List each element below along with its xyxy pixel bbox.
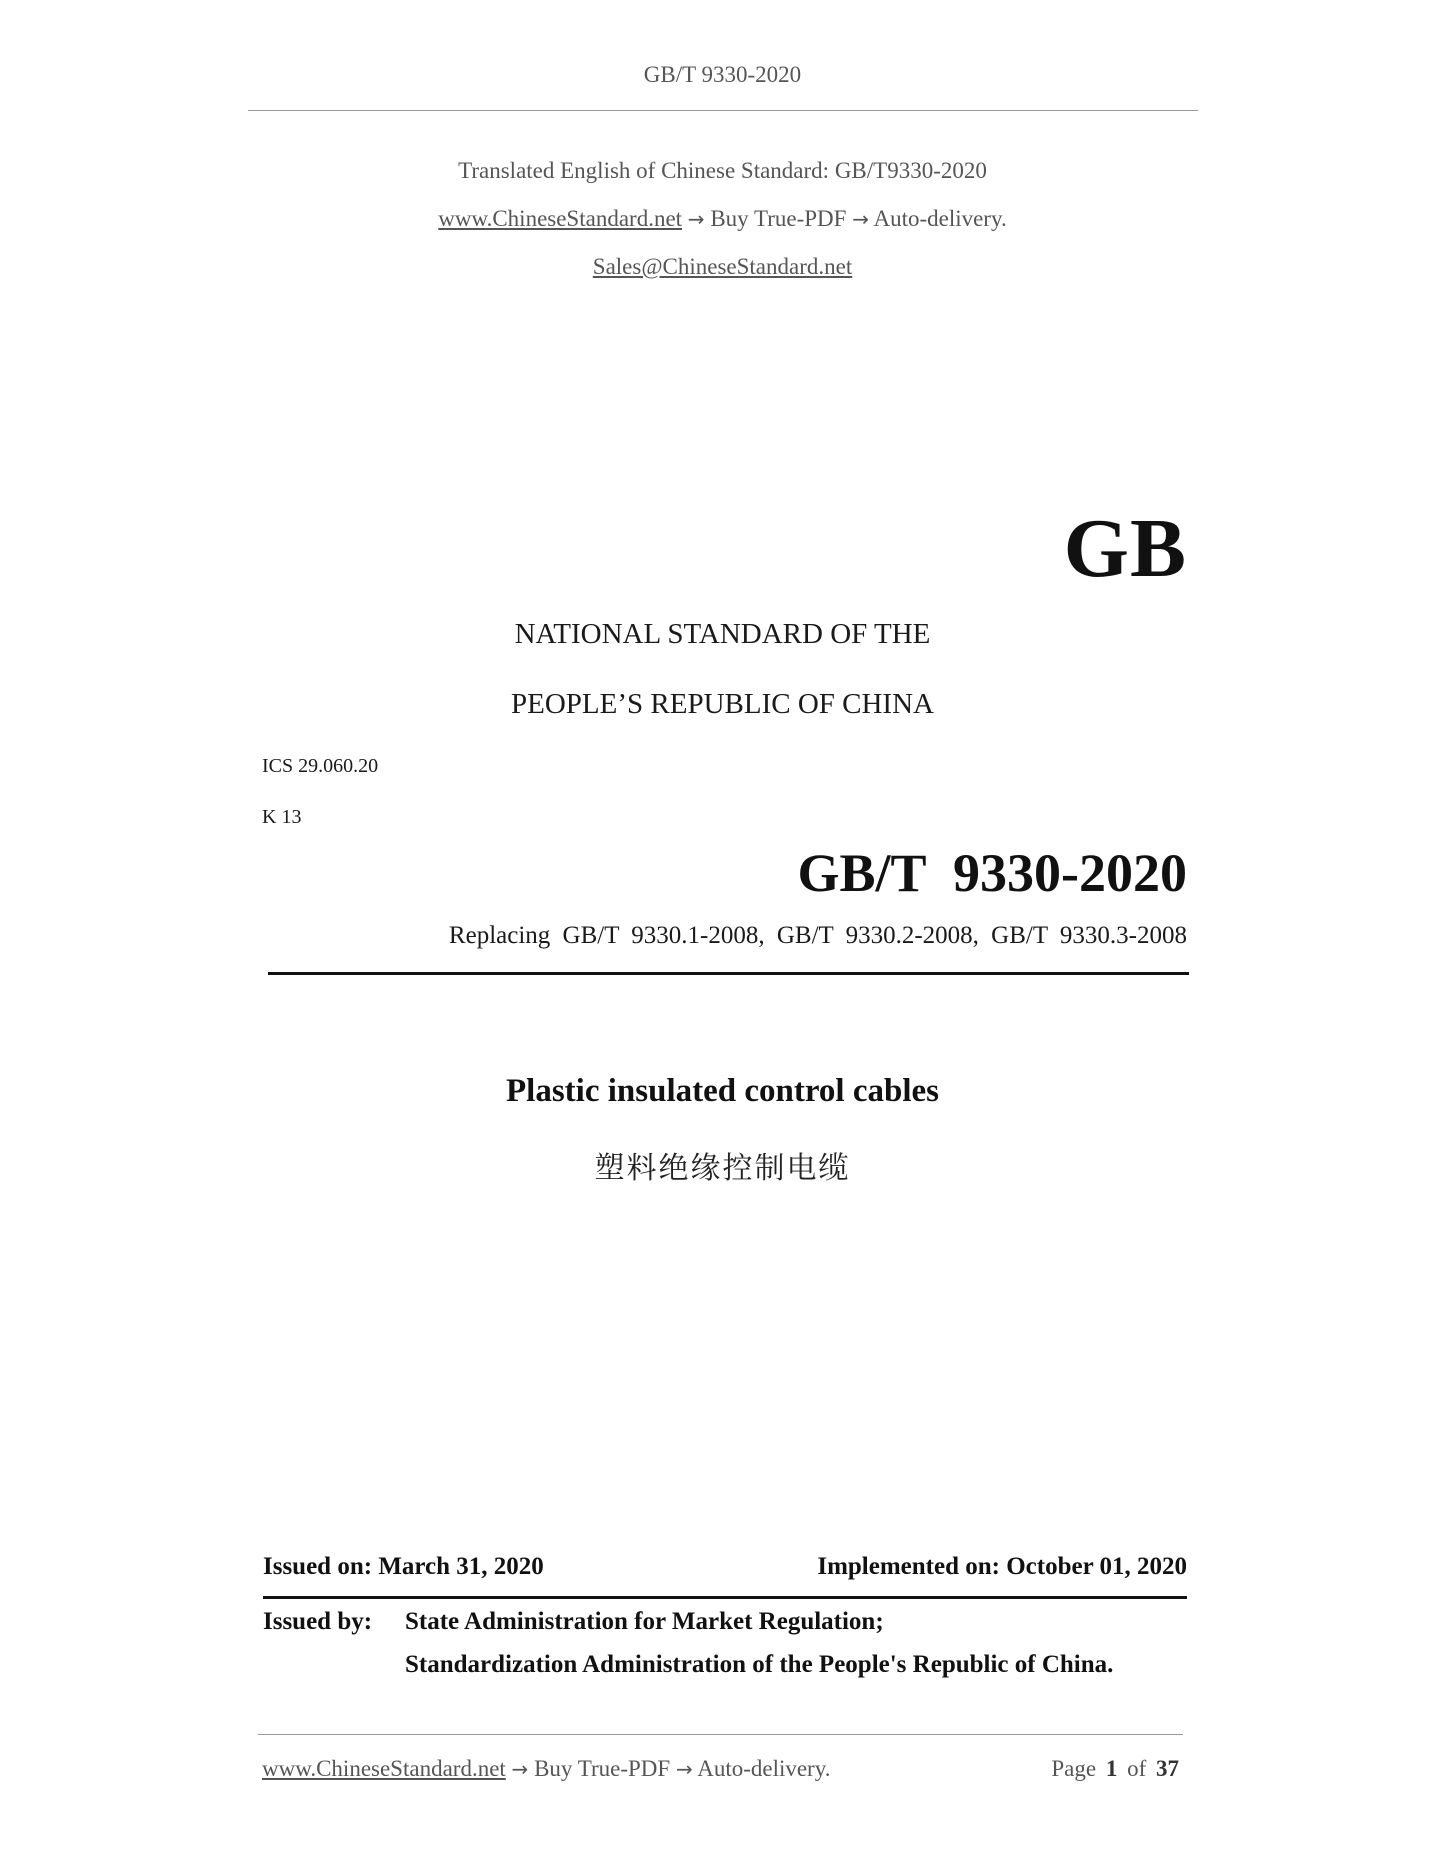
auto-delivery-text: Auto-delivery. — [873, 206, 1007, 231]
header-divider — [248, 110, 1198, 111]
footer-buy-text: Buy True-PDF — [534, 1756, 671, 1781]
website-link[interactable]: www.ChineseStandard.net — [438, 206, 683, 231]
ics-code: ICS 29.060.20 — [262, 755, 379, 777]
standard-number: GB/T 9330-2020 — [797, 843, 1187, 903]
issued-by-label: Issued by: — [263, 1608, 373, 1635]
footer-auto-delivery-text: Auto-delivery. — [697, 1756, 831, 1781]
buy-text: Buy True-PDF — [710, 206, 847, 231]
issuer-sac: Standardization Administration of the People's Republic of China. — [405, 1651, 1114, 1678]
implemented-on-date: Implemented on: October 01, 2020 — [817, 1553, 1187, 1580]
dates-divider — [263, 1596, 1187, 1599]
page-total: 37 — [1156, 1756, 1179, 1781]
translation-notice: Translated English of Chinese Standard: GB/T9330-2020 — [458, 158, 987, 183]
email-link[interactable]: Sales@ChineseStandard.net — [592, 254, 853, 279]
national-standard-line1: NATIONAL STANDARD OF THE — [514, 618, 931, 650]
arrow-right-icon: → — [852, 207, 869, 231]
page-of: of — [1127, 1756, 1147, 1781]
ccs-code: K 13 — [262, 806, 302, 828]
national-standard-line2: PEOPLE’S REPUBLIC OF CHINA — [511, 688, 934, 720]
issued-on-date: Issued on: March 31, 2020 — [263, 1553, 544, 1580]
title-chinese: 塑料绝缘控制电缆 — [594, 1151, 851, 1186]
title-divider — [268, 972, 1189, 975]
purchase-line — [0, 206, 1445, 232]
arrow-right-icon: → — [511, 1757, 529, 1781]
title-english: Plastic insulated control cables — [506, 1073, 939, 1109]
page-current: 1 — [1105, 1756, 1118, 1781]
running-header: GB/T 9330-2020 — [643, 62, 802, 87]
email-line — [0, 254, 1445, 280]
arrow-right-icon: → — [675, 1757, 693, 1781]
issuer-samr: State Administration for Market Regulation; — [405, 1608, 884, 1635]
arrow-right-icon: → — [687, 207, 705, 231]
page-indicator — [1051, 1756, 1179, 1782]
footer-website-link[interactable]: www.ChineseStandard.net — [262, 1756, 506, 1781]
footer-divider — [258, 1734, 1183, 1735]
gb-logo: GB — [1063, 502, 1187, 595]
replacing-standards: Replacing GB/T 9330.1-2008, GB/T 9330.2-2008, GB/T 9330.3-2008 — [448, 922, 1187, 949]
page-label: Page — [1051, 1756, 1097, 1781]
footer-purchase-line — [262, 1756, 830, 1782]
